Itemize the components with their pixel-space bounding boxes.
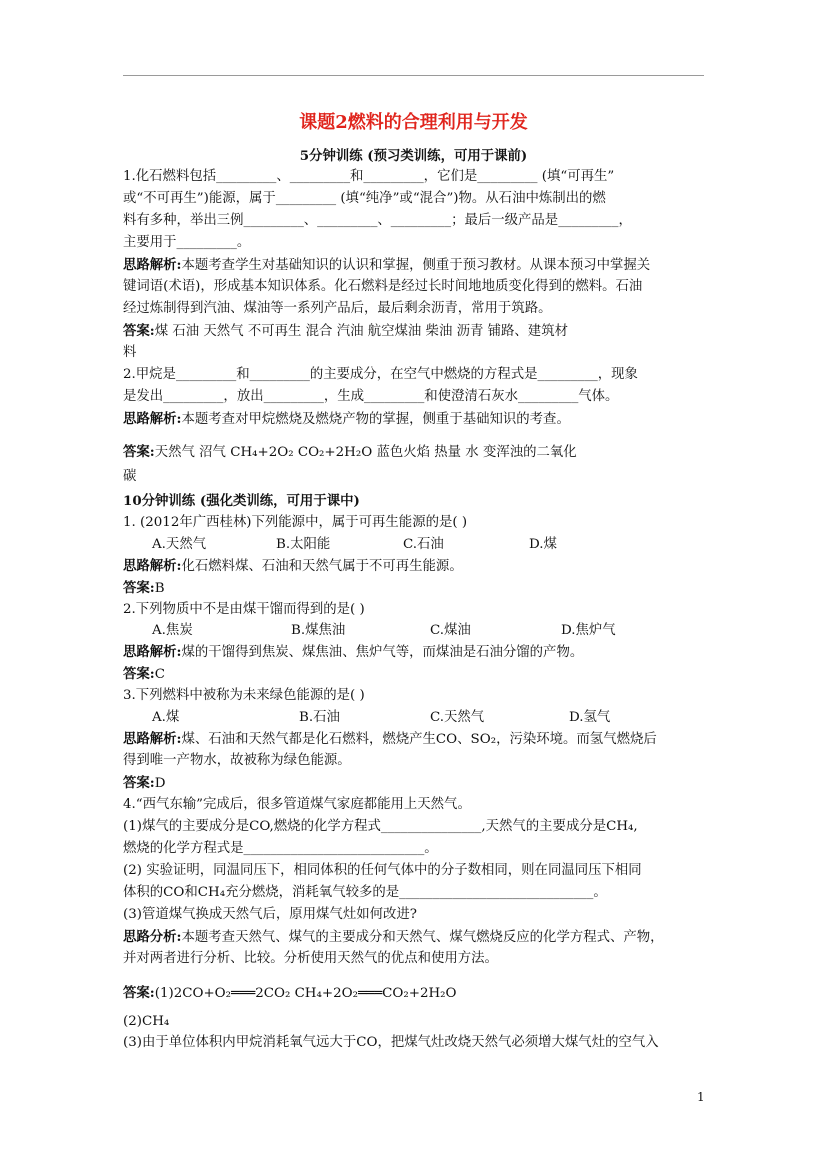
analysis-label: 思路解析: xyxy=(123,257,182,273)
page-title: 课题2燃料的合理利用与开发 xyxy=(299,112,528,133)
q1-analysis-line-1 xyxy=(123,256,650,275)
mc2-analysis xyxy=(123,643,583,662)
q2-answer-line-1 xyxy=(123,443,577,462)
mc1-option-d: D.煤 xyxy=(529,537,557,552)
mc3-analysis-line-1 xyxy=(123,730,657,749)
mc3-option-b: B.石油 xyxy=(299,710,340,725)
analysis-label: 思路解析: xyxy=(123,644,182,660)
answer-label: 答案: xyxy=(123,580,155,596)
q4-part1-line-1: (1)煤气的主要成分是CO,燃烧的化学方程式_______________,天然气的主要成分是CH₄, xyxy=(123,819,638,834)
q4-answer-line-3: (3)由于单位体积内甲烷消耗氧气远大于CO，把煤气灶改烧天然气必须增大煤气灶的空气入 xyxy=(123,1035,659,1050)
q2-answer-line-2: 碳 xyxy=(123,469,137,484)
mc1-analysis xyxy=(123,557,463,576)
header-rule xyxy=(123,75,704,76)
mc3-option-c: C.天然气 xyxy=(430,710,485,725)
analysis-text: 化石燃料煤、石油和天然气属于不可再生能源。 xyxy=(181,559,463,574)
mc1-option-c: C.石油 xyxy=(403,537,444,552)
mc2-option-d: D.焦炉气 xyxy=(561,623,616,638)
mc1-answer xyxy=(123,579,165,598)
section-heading-10min: 10分钟训练 (强化类训练，可用于课中) xyxy=(123,493,360,509)
answer-text: 煤 石油 天然气 不可再生 混合 汽油 航空煤油 柴油 沥青 铺路、建筑材 xyxy=(154,324,568,339)
q4-stem: 4.“西气东输”完成后，很多管道煤气家庭都能用上天然气。 xyxy=(123,797,471,812)
answer-label: 答案: xyxy=(123,775,155,791)
q4-analysis-line-1 xyxy=(123,928,664,947)
analysis-text: 煤的干馏得到焦炭、煤焦油、焦炉气等，而煤油是石油分馏的产物。 xyxy=(181,645,584,660)
q4-part2-line-2: 体积的CO和CH₄充分燃烧，消耗氧气较多的是_____________________________。 xyxy=(123,885,607,900)
mc3-answer xyxy=(123,774,165,793)
analysis-label: 思路解析: xyxy=(123,731,182,747)
q2-line-1: 2.甲烷是_________和_________的主要成分，在空气中燃烧的方程式是_________，现象 xyxy=(123,367,638,382)
analysis-text: 煤、石油和天然气都是化石燃料，燃烧产生CO、SO₂，污染环境。而氢气燃烧后 xyxy=(181,732,657,747)
mc3-option-a: A.煤 xyxy=(152,710,180,725)
answer-text: B xyxy=(154,581,165,596)
q1-answer-line-2: 料 xyxy=(123,345,137,360)
answer-text: C xyxy=(154,667,165,682)
mc1-option-b: B.太阳能 xyxy=(276,537,331,552)
q1-answer-line-1 xyxy=(123,322,568,341)
q2-analysis xyxy=(123,410,570,429)
mc3-analysis-line-2: 得到唯一产物水，故被称为绿色能源。 xyxy=(123,753,351,768)
q4-part2-line-1: (2) 实验证明，同温同压下，相同体积的任何气体中的分子数相同，则在同温同压下相同 xyxy=(123,863,642,878)
answer-label: 答案: xyxy=(123,666,155,682)
answer-text: 天然气 沼气 CH₄+2O₂ CO₂+2H₂O 蓝色火焰 热量 水 变浑浊的二氧化 xyxy=(154,445,577,460)
q4-part1-line-2: 燃烧的化学方程式是___________________________。 xyxy=(123,841,438,856)
q1-line-4: 主要用于_________。 xyxy=(123,235,251,250)
q1-analysis-line-2: 键词语(术语)，形成基本知识体系。化石燃料是经过长时间地地质变化得到的燃料。石油 xyxy=(123,279,643,294)
mc2-stem: 2.下列物质中不是由煤干馏而得到的是( ) xyxy=(123,602,365,617)
mc1-option-a: A.天然气 xyxy=(152,537,207,552)
q4-answer-line-2: (2)CH₄ xyxy=(123,1014,170,1029)
q4-part3: (3)管道煤气换成天然气后，原用煤气灶如何改进? xyxy=(123,907,417,922)
q1-line-3: 料有多种，举出三例_________、_________、_________；最后一级产品是_________， xyxy=(123,213,632,228)
analysis-label: 思路解析: xyxy=(123,558,182,574)
q4-analysis-line-2: 并对两者进行分析、比较。分析使用天然气的优点和使用方法。 xyxy=(123,951,498,966)
mc2-option-b: B.煤焦油 xyxy=(291,623,346,638)
mc3-stem: 3.下列燃料中被称为未来绿色能源的是( ) xyxy=(123,688,365,703)
analysis-label: 思路分析: xyxy=(123,929,182,945)
answer-label: 答案: xyxy=(123,444,155,460)
analysis-label: 思路解析: xyxy=(123,411,182,427)
q1-line-1: 1.化石燃料包括_________、_________和_________，它们是_________ (填“可再生” xyxy=(123,169,615,184)
q1-line-2: 或“不可再生”)能源，属于_________ (填“纯净”或“混合”)物。从石油中炼制出的燃 xyxy=(123,191,606,206)
section-heading-5min: 5分钟训练 (预习类训练，可用于课前) xyxy=(299,148,528,164)
analysis-text: 本题考查对甲烷燃烧及燃烧产物的掌握，侧重于基础知识的考查。 xyxy=(181,412,570,427)
mc2-answer xyxy=(123,665,165,684)
answer-text: (1)2CO+O₂═══2CO₂ CH₄+2O₂═══CO₂+2H₂O xyxy=(154,986,457,1001)
mc3-option-d: D.氢气 xyxy=(569,710,611,725)
answer-label: 答案: xyxy=(123,323,155,339)
q1-analysis-line-3: 经过炼制得到汽油、煤油等一系列产品后，最后剩余沥青，常用于筑路。 xyxy=(123,301,552,316)
q2-line-2: 是发出_________，放出_________，生成_________和使澄清石灰水_________气体。 xyxy=(123,389,619,404)
q4-answer-line-1 xyxy=(123,984,456,1003)
answer-label: 答案: xyxy=(123,985,155,1001)
mc2-option-c: C.煤油 xyxy=(430,623,471,638)
analysis-text: 本题考查学生对基础知识的认识和掌握，侧重于预习教材。从课本预习中掌握关 xyxy=(181,258,651,273)
analysis-text: 本题考查天然气、煤气的主要成分和天然气、煤气燃烧反应的化学方程式、产物， xyxy=(181,930,664,945)
page-number: 1 xyxy=(697,1090,705,1104)
mc2-option-a: A.焦炭 xyxy=(152,623,193,638)
mc1-stem: 1. (2012年广西桂林)下列能源中，属于可再生能源的是( ) xyxy=(123,515,468,530)
answer-text: D xyxy=(154,776,166,791)
